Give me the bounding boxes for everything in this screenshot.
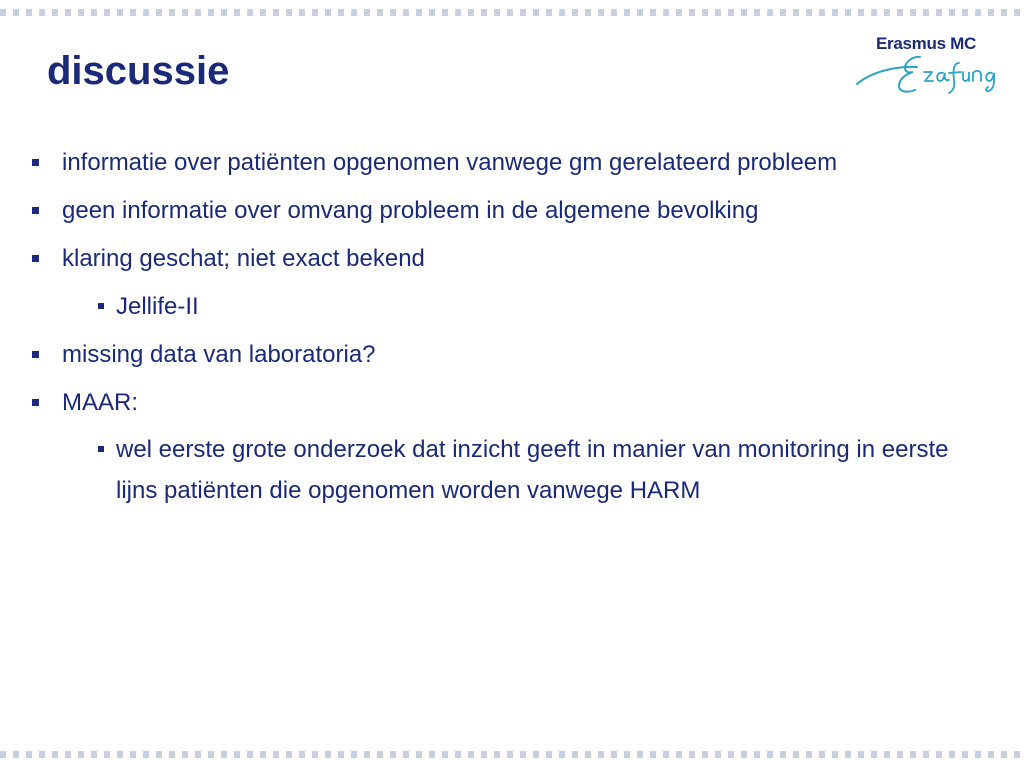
bullet-marker-icon — [32, 159, 39, 166]
bullet-marker-icon — [32, 399, 39, 406]
slide-title: discussie — [47, 49, 230, 93]
bullet-text: klaring geschat; niet exact bekend — [62, 245, 425, 272]
sub-bullet-text: wel eerste grote onderzoek dat inzicht geeft in manier van monitoring in eerste lijns patiënten die opgenomen worden vanwege HARM — [116, 436, 949, 504]
bullet-marker-icon — [32, 255, 39, 262]
bullet-text: missing data van laboratoria? — [62, 341, 376, 368]
bullet-marker-icon — [32, 351, 39, 358]
logo-wordmark: Erasmus MC — [876, 34, 976, 53]
bullet-text: MAAR: — [62, 389, 139, 416]
bullet-text: geen informatie over omvang probleem in de algemene bevolking — [62, 197, 759, 224]
bullet-text: informatie over patiënten opgenomen vanwege gm gerelateerd probleem — [62, 149, 838, 176]
sub-bullet-text: Jellife-II — [116, 293, 199, 320]
sub-bullet-marker-icon — [98, 446, 104, 452]
bullet-marker-icon — [32, 207, 39, 214]
sub-bullet-marker-icon — [98, 303, 104, 309]
